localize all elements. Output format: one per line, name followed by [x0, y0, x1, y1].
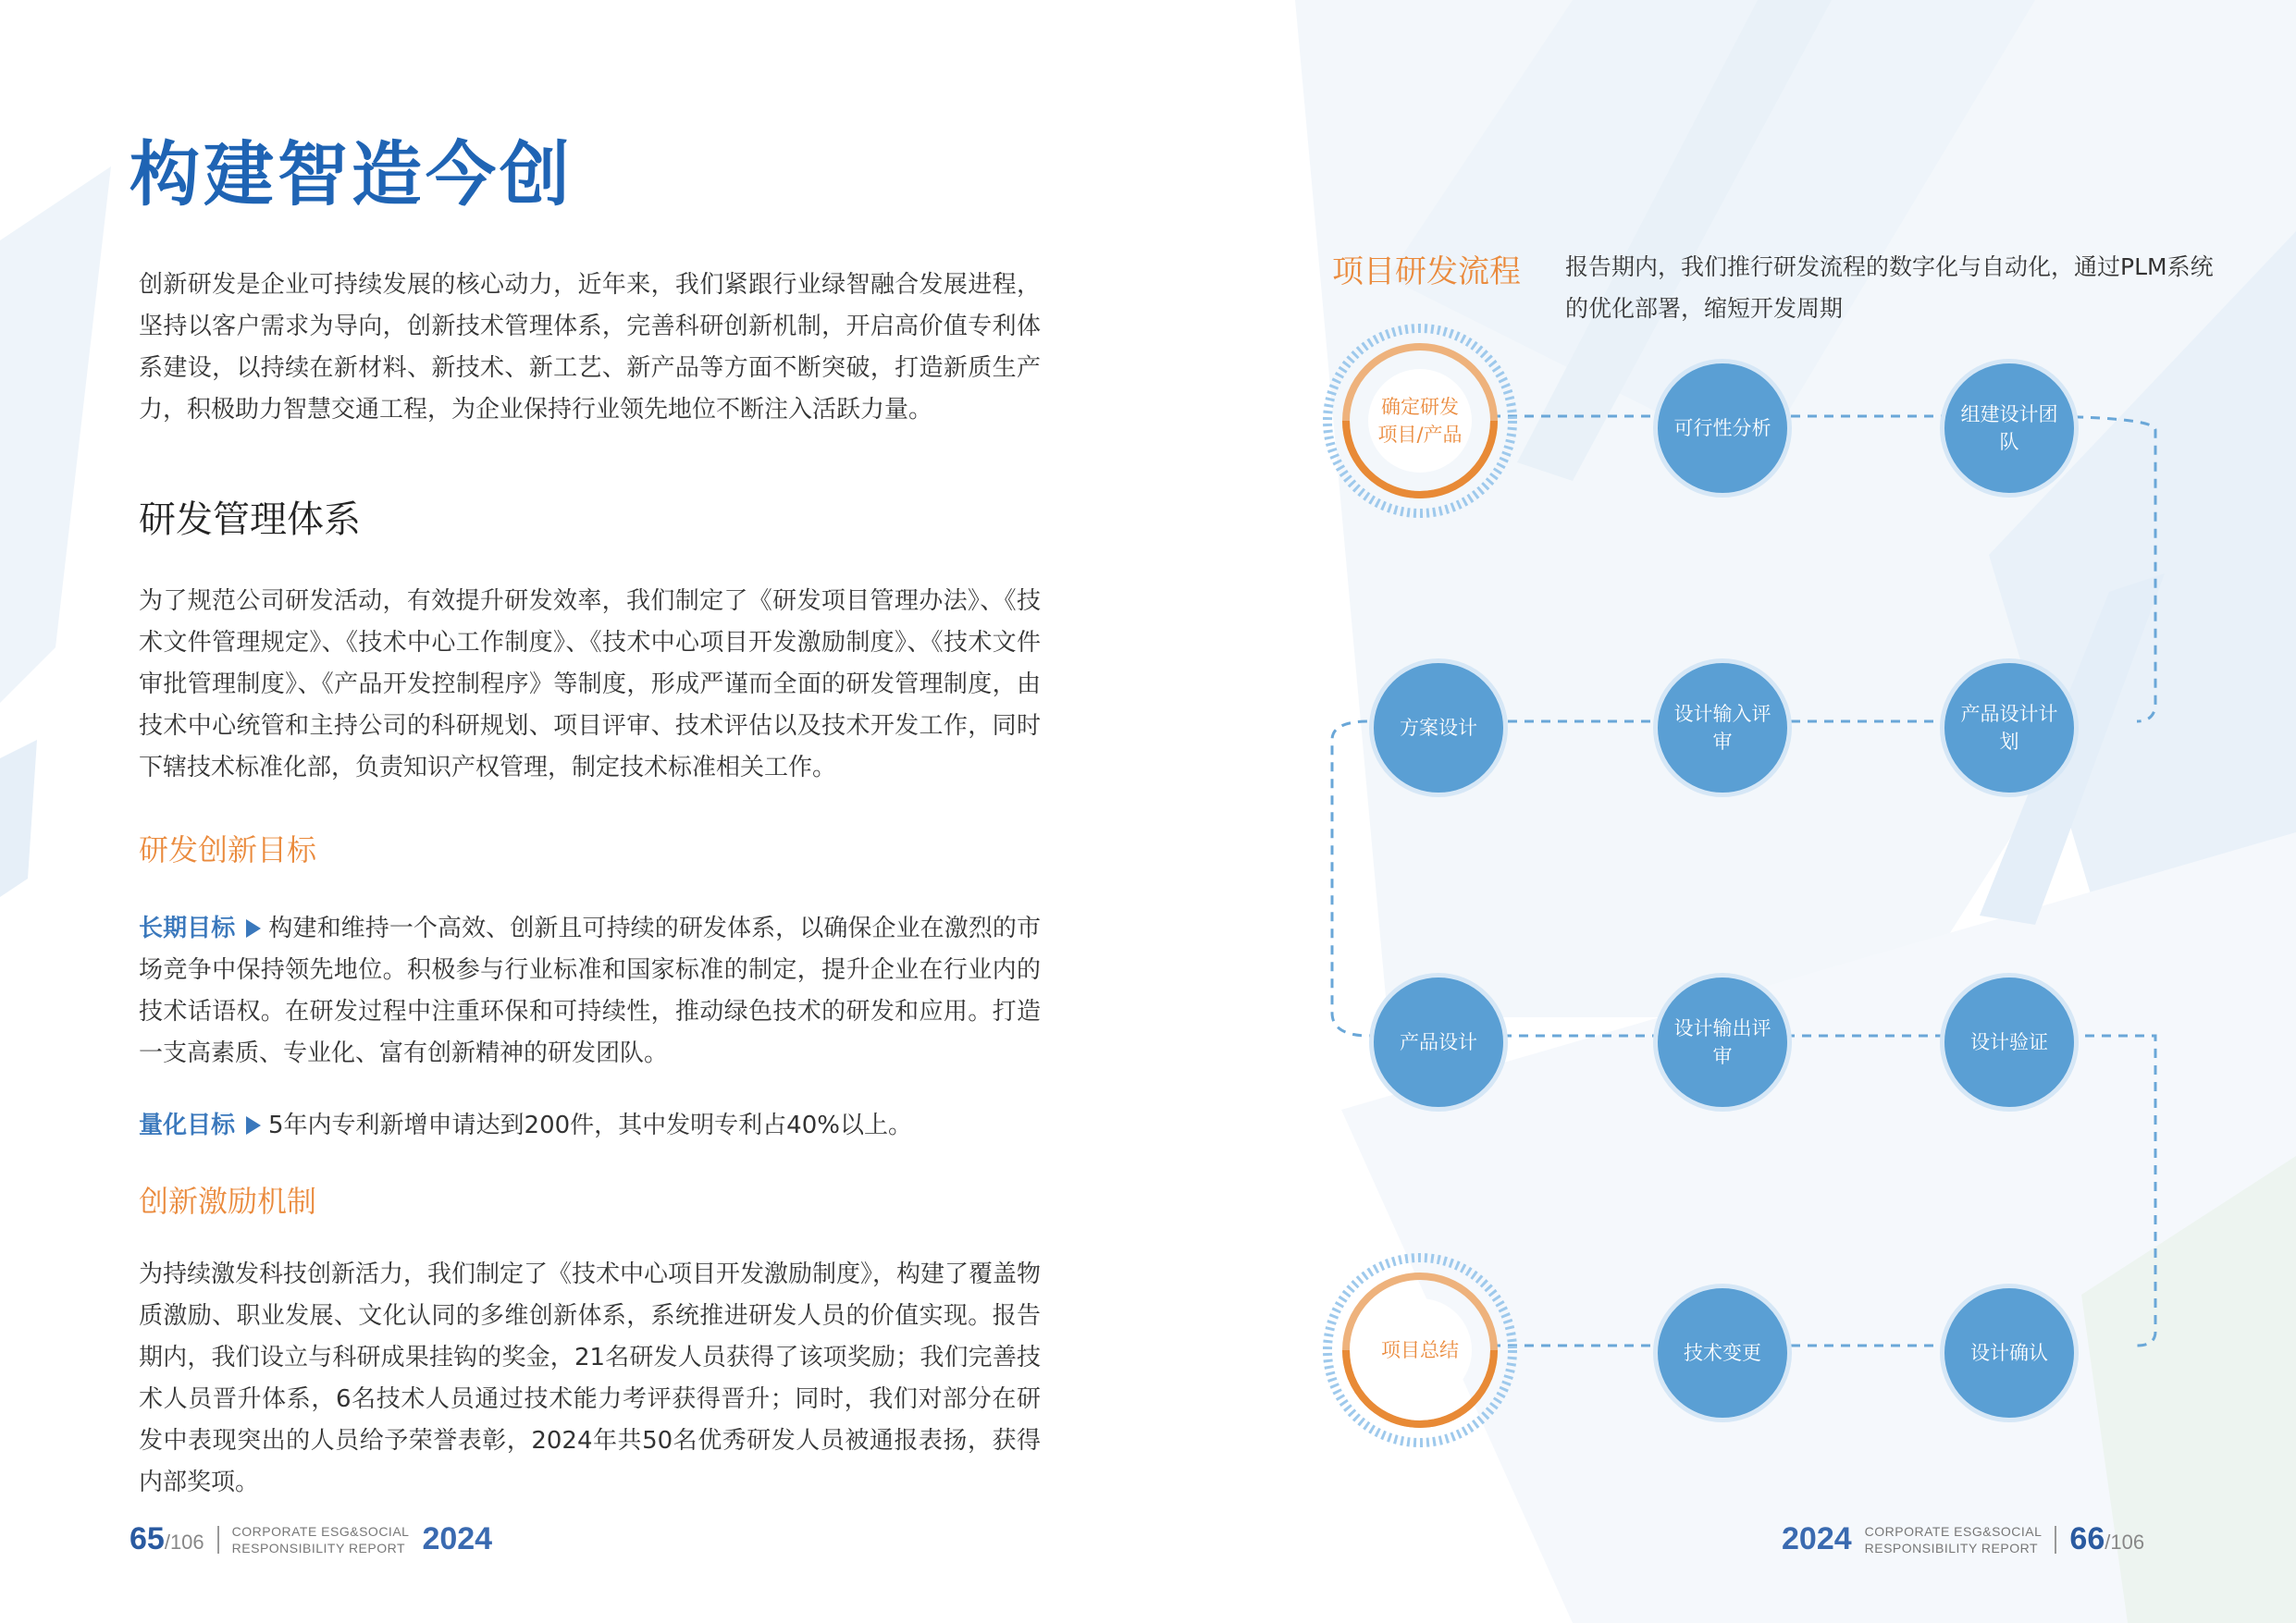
section-title-rd-management: 研发管理体系 [139, 498, 361, 541]
footer-divider [2055, 1526, 2056, 1554]
report-name: CORPORATE ESG&SOCIAL RESPONSIBILITY REPORT [1864, 1523, 2043, 1555]
section-title-goals: 研发创新目标 [139, 832, 317, 867]
report-name: CORPORATE ESG&SOCIAL RESPONSIBILITY REPORT [231, 1523, 410, 1555]
page-title: 构建智造今创 [130, 133, 574, 215]
flow-step-output-review: 设计输出评审 [1653, 973, 1792, 1112]
flow-step-scheme-design: 方案设计 [1369, 658, 1508, 797]
page-number-right: 66/106 [2069, 1521, 2145, 1556]
flow-step-product-design: 产品设计 [1369, 973, 1508, 1112]
flow-title: 项目研发流程 [1332, 253, 1521, 290]
flow-step-summary: 项目总结 [1368, 1298, 1472, 1402]
flow-description: 报告期内，我们推行研发流程的数字化与自动化，通过PLM系统的优化部署，缩短开发周期 [1565, 253, 2214, 322]
footer-divider [217, 1526, 219, 1554]
section-title-incentive: 创新激励机制 [139, 1184, 317, 1219]
flow-step-feasibility: 可行性分析 [1653, 359, 1792, 498]
incentive-paragraph: 为持续激发科技创新活力，我们制定了《技术中心项目开发激励制度》，构建了覆盖物质激励、职业发展、文化认同的多维创新体系，系统推进研发人员的价值实现。报告期内，我们设立与科研成果挂钩的奖金，21名研发人员获得了该项奖励；我们完善技术人员晋升体系，6名技术人员通过技术能力考评获得晋升；同时，我们对部分在研发中表现突出的人员给予荣誉表彰，2024年共50名优秀研发人员被通报表扬，获得内部奖项。 [139, 1260, 1042, 1496]
page-number-left: 65/106 [130, 1521, 204, 1556]
intro-paragraph: 创新研发是企业可持续发展的核心动力，近年来，我们紧跟行业绿智融合发展进程，坚持以客户需求为导向，创新技术管理体系，完善科研创新机制，开启高价值专利体系建设，以持续在新材料、新技术、新工艺、新产品等方面不断突破，打造新质生产力，积极助力智慧交通工程，为企业保持行业领先地位不断注入活跃力量。 [139, 271, 1041, 424]
footer-right [1782, 1521, 2144, 1557]
quantitative-goal-label: 量化目标 [139, 1112, 236, 1139]
flow-step-validation: 设计确认 [1940, 1284, 2079, 1422]
footer-left [130, 1521, 492, 1557]
rd-management-paragraph: 为了规范公司研发活动，有效提升研发效率，我们制定了《研发项目管理办法》、《技术文件管理规定》、《技术中心工作制度》、《技术中心项目开发激励制度》、《技术文件审批管理制度》、《产品开发控制程序》等制度，形成严谨而全面的研发管理制度，由技术中心统管和主持公司的科研规划、项目评审、技术评估以及技术开发工作，同时下辖技术标准化部，负责知识产权管理，制定技术标准相关工作。 [139, 587, 1041, 781]
report-year: 2024 [422, 1521, 493, 1556]
flow-step-design-plan: 产品设计计划 [1940, 658, 2079, 797]
quantitative-goal-text: 5年内专利新增申请达到200件，其中发明专利占40%以上。 [268, 1112, 912, 1139]
long-term-goal-text: 构建和维持一个高效、创新且可持续的研发体系，以确保企业在激烈的市场竞争中保持领先地位。积极参与行业标准和国家标准的制定，提升企业在行业内的技术话语权。在研发过程中注重环保和可持续性，推动绿色技术的研发和应用。打造一支高素质、专业化、富有创新精神的研发团队。 [139, 915, 1041, 1067]
flow-step-input-review: 设计输入评审 [1653, 658, 1792, 797]
flow-step-team: 组建设计团队 [1940, 359, 2079, 498]
long-term-goal-label: 长期目标 [139, 915, 236, 942]
flow-step-verification: 设计验证 [1940, 973, 2079, 1112]
flow-step-start: 确定研发项目/产品 [1368, 369, 1472, 473]
report-year: 2024 [1782, 1521, 1852, 1556]
flow-step-tech-change: 技术变更 [1653, 1284, 1792, 1422]
